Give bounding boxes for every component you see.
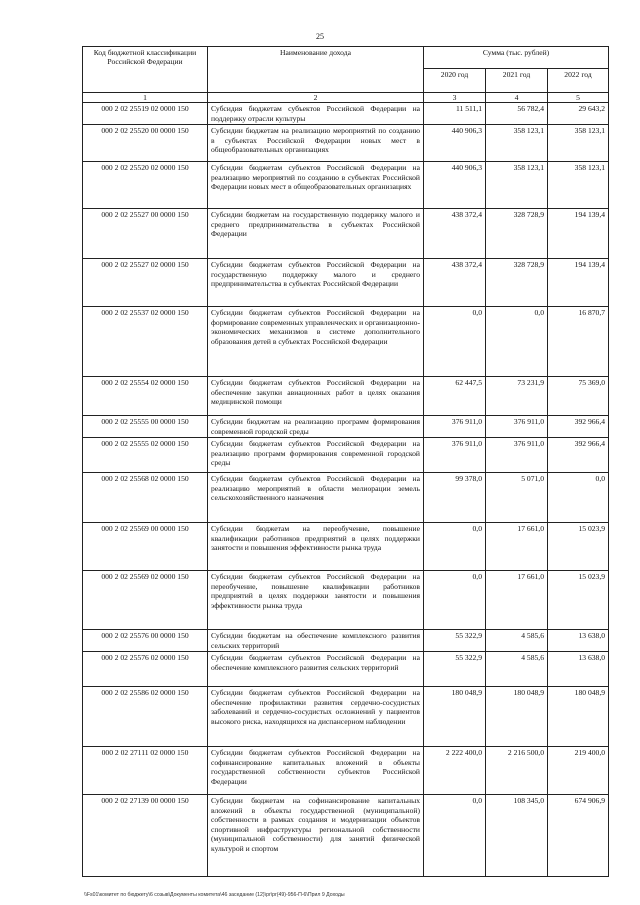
row-2022: 15 023,9 (548, 571, 609, 630)
row-code: 000 2 02 27111 02 0000 150 (83, 747, 208, 795)
row-2020: 55 322,9 (424, 652, 486, 687)
header-year-2021: 2021 год (486, 69, 548, 93)
table-row (83, 103, 609, 125)
table-row (83, 652, 609, 687)
row-name: Субсидия бюджетам субъектов Российской Федерации на поддержку отрасли культуры (208, 103, 424, 125)
row-2022: 219 400,0 (548, 747, 609, 795)
row-2022: 358 123,1 (548, 162, 609, 209)
row-2022: 674 906,9 (548, 795, 609, 877)
row-2022: 15 023,9 (548, 523, 609, 571)
row-2022: 358 123,1 (548, 125, 609, 162)
row-name: Субсидии бюджетам на реализацию программ формирования современной городской среды (208, 416, 424, 438)
row-2020: 0,0 (424, 795, 486, 877)
colnum: 5 (548, 93, 609, 103)
row-2021: 17 661,0 (486, 523, 548, 571)
row-2022: 13 638,0 (548, 630, 609, 652)
header-name: Наименование дохода (208, 47, 424, 93)
row-code: 000 2 02 25569 00 0000 150 (83, 523, 208, 571)
table-row (83, 125, 609, 162)
row-2020: 180 048,9 (424, 687, 486, 747)
table-row (83, 571, 609, 630)
row-name: Субсидии бюджетам на реализацию мероприятий по созданию в субъектах Российской Федерации новых мест в общеобразовательных организациях (208, 125, 424, 162)
row-code: 000 2 02 25520 02 0000 150 (83, 162, 208, 209)
row-2020: 440 906,3 (424, 125, 486, 162)
row-code: 000 2 02 25527 02 0000 150 (83, 259, 208, 307)
table-row (83, 162, 609, 209)
table-row (83, 747, 609, 795)
row-name: Субсидии бюджетам субъектов Российской Федерации на государственную поддержку малого и среднего предпринимательства в субъектах Российской Федерации (208, 259, 424, 307)
row-2020: 376 911,0 (424, 416, 486, 438)
row-2021: 73 231,9 (486, 377, 548, 416)
table-row (83, 209, 609, 259)
row-name: Субсидии бюджетам на переобучение, повышение квалификации работников предприятий в целях поддержки занятости и повышения эффективности рынка труда (208, 523, 424, 571)
row-name: Субсидии бюджетам субъектов Российской Федерации на реализацию мероприятий в области мелиорации земель сельскохозяйственного назначения (208, 473, 424, 523)
row-2022: 392 966,4 (548, 416, 609, 438)
row-code: 000 2 02 25586 02 0000 150 (83, 687, 208, 747)
header-sum: Сумма (тыс. рублей) (424, 47, 609, 69)
row-name: Субсидии бюджетам субъектов Российской Федерации на обеспечение комплексного развития сельских территорий (208, 652, 424, 687)
table-row (83, 307, 609, 377)
row-2020: 55 322,9 (424, 630, 486, 652)
colnum: 3 (424, 93, 486, 103)
header-year-2020: 2020 год (424, 69, 486, 93)
row-name: Субсидии бюджетам субъектов Российской Федерации на обеспечение профилактики развития сердечно-сосудистых заболеваний и сердечно-сосудистых осложнений у пациентов высокого риска, находящихся на диспансерном наблюдении (208, 687, 424, 747)
row-2021: 376 911,0 (486, 416, 548, 438)
row-code: 000 2 02 25576 02 0000 150 (83, 652, 208, 687)
row-code: 000 2 02 25520 00 0000 150 (83, 125, 208, 162)
row-2022: 0,0 (548, 473, 609, 523)
table-row (83, 523, 609, 571)
row-2022: 13 638,0 (548, 652, 609, 687)
row-2022: 194 139,4 (548, 209, 609, 259)
row-2021: 2 216 500,0 (486, 747, 548, 795)
row-2022: 392 966,4 (548, 438, 609, 473)
colnum: 1 (83, 93, 208, 103)
file-path-footer: \\Fs01\комитет по бюджету\6 созыв\Документы комитета\46 заседание (12)\pr\pr(49)-956-П-6\Прил 9 Доходы (84, 892, 345, 898)
row-2020: 376 911,0 (424, 438, 486, 473)
table-row (83, 630, 609, 652)
row-2021: 328 728,9 (486, 259, 548, 307)
row-code: 000 2 02 25537 02 0000 150 (83, 307, 208, 377)
row-2021: 328 728,9 (486, 209, 548, 259)
row-name: Субсидии бюджетам субъектов Российской Федерации на реализацию мероприятий по созданию в субъектах Российской Федерации новых мест в общеобразовательных организациях (208, 162, 424, 209)
row-code: 000 2 02 25569 02 0000 150 (83, 571, 208, 630)
table-row (83, 687, 609, 747)
row-2020: 2 222 400,0 (424, 747, 486, 795)
row-code: 000 2 02 25555 02 0000 150 (83, 438, 208, 473)
row-2020: 0,0 (424, 307, 486, 377)
row-2021: 4 585,6 (486, 630, 548, 652)
row-2021: 180 048,9 (486, 687, 548, 747)
row-name: Субсидии бюджетам на обеспечение комплексного развития сельских территорий (208, 630, 424, 652)
row-code: 000 2 02 25527 00 0000 150 (83, 209, 208, 259)
row-2021: 376 911,0 (486, 438, 548, 473)
row-name: Субсидии бюджетам субъектов Российской Федерации на софинансирование капитальных вложений в объекты государственной собственности субъектов Российской Федерации (208, 747, 424, 795)
page-number: 25 (316, 32, 324, 41)
row-code: 000 2 02 27139 00 0000 150 (83, 795, 208, 877)
row-2022: 75 369,0 (548, 377, 609, 416)
row-2020: 438 372,4 (424, 209, 486, 259)
row-name: Субсидии бюджетам субъектов Российской Федерации на переобучение, повышение квалификации работников предприятий в целях поддержки занятости и повышения эффективности рынка труда (208, 571, 424, 630)
row-2022: 194 139,4 (548, 259, 609, 307)
row-code: 000 2 02 25568 02 0000 150 (83, 473, 208, 523)
row-code: 000 2 02 25555 00 0000 150 (83, 416, 208, 438)
budget-table (82, 46, 609, 877)
row-2021: 358 123,1 (486, 125, 548, 162)
table-row (83, 416, 609, 438)
row-name: Субсидии бюджетам субъектов Российской Федерации на формирование современных управленческих и организационно-экономических механизмов в системе дополнительного образования детей в субъектах Российской Федерации (208, 307, 424, 377)
row-code: 000 2 02 25554 02 0000 150 (83, 377, 208, 416)
row-name: Субсидии бюджетам субъектов Российской Федерации на обеспечение закупки авиационных работ в целях оказания медицинской помощи (208, 377, 424, 416)
row-2020: 440 906,3 (424, 162, 486, 209)
table-row (83, 259, 609, 307)
row-2021: 4 585,6 (486, 652, 548, 687)
row-name: Субсидии бюджетам на государственную поддержку малого и среднего предпринимательства в субъектах Российской Федерации (208, 209, 424, 259)
row-2020: 0,0 (424, 523, 486, 571)
colnum: 4 (486, 93, 548, 103)
row-2022: 16 870,7 (548, 307, 609, 377)
row-name: Субсидии бюджетам субъектов Российской Федерации на реализацию программ формирования современной городской среды (208, 438, 424, 473)
row-name: Субсидии бюджетам на софинансирование капитальных вложений в объекты государственной (муниципальной) собственности в рамках создания и модернизации объектов спортивной инфраструктуры региональной собственности (муниципальной собственности) для занятий физической культурой и спортом (208, 795, 424, 877)
row-2021: 358 123,1 (486, 162, 548, 209)
row-2021: 17 661,0 (486, 571, 548, 630)
header-year-2022: 2022 год (548, 69, 609, 93)
row-2022: 180 048,9 (548, 687, 609, 747)
row-code: 000 2 02 25576 00 0000 150 (83, 630, 208, 652)
row-2020: 0,0 (424, 571, 486, 630)
row-2021: 56 782,4 (486, 103, 548, 125)
table-row (83, 438, 609, 473)
table-row (83, 377, 609, 416)
row-2020: 438 372,4 (424, 259, 486, 307)
header-code: Код бюджетной классификации Российской Федерации (83, 47, 208, 93)
row-2021: 108 345,0 (486, 795, 548, 877)
colnum: 2 (208, 93, 424, 103)
row-code: 000 2 02 25519 02 0000 150 (83, 103, 208, 125)
row-2021: 0,0 (486, 307, 548, 377)
row-2020: 99 378,0 (424, 473, 486, 523)
table-row (83, 795, 609, 877)
row-2021: 5 071,0 (486, 473, 548, 523)
column-numbers-row (83, 93, 609, 103)
row-2020: 62 447,5 (424, 377, 486, 416)
row-2020: 11 511,1 (424, 103, 486, 125)
table-row (83, 473, 609, 523)
row-2022: 29 643,2 (548, 103, 609, 125)
